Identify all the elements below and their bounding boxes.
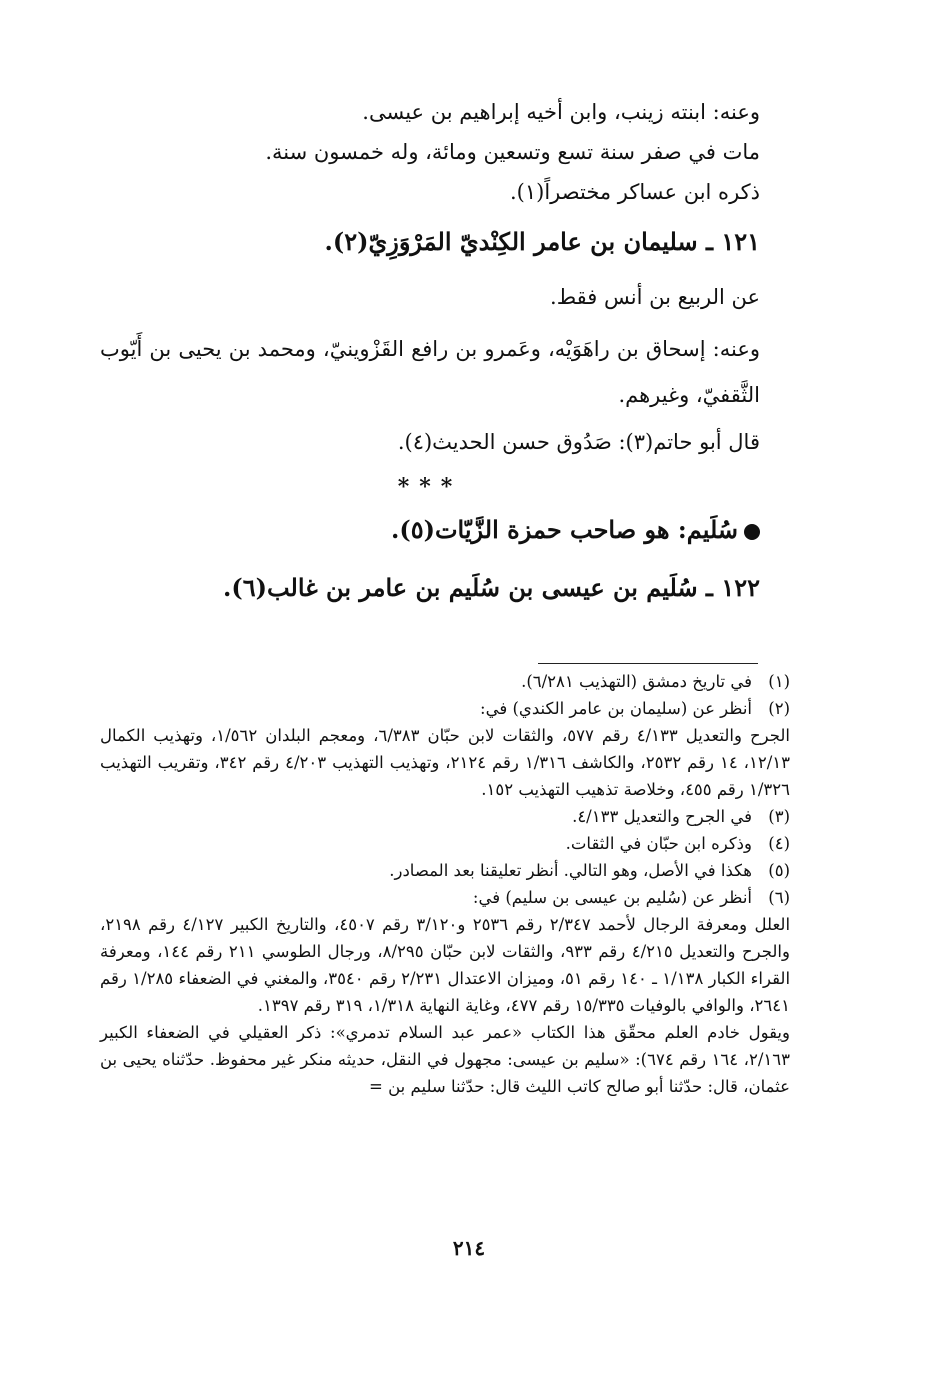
footnote-1 — [100, 668, 790, 695]
entry-121-verdict: قال أبو حاتم(٣): صَدُوق حسن الحديث(٤). — [397, 430, 760, 454]
entry-122-title: ١٢٢ ـ سُلَيم بن عيسى بن سُلَيم بن عامر بن غالب(٦). — [222, 573, 760, 602]
footnote-number: (١) — [768, 672, 790, 691]
text-line: مات في صفر سنة تسع وتسعين ومائة، وله خمسون سنة. — [265, 140, 760, 164]
footnote-text: هكذا في الأصل، وهو التالي. أنظر تعليقنا بعد المصادر. — [389, 861, 752, 880]
footnotes — [100, 668, 790, 1100]
entry-121-from: عن الربيع بن أنس فقط. — [550, 285, 760, 309]
footnote-text: أنظر عن (سليمان بن عامر الكندي) في: — [480, 699, 752, 718]
footnote-3 — [100, 803, 790, 830]
footnote-number: (٣) — [768, 807, 790, 826]
footnote-number: (٢) — [768, 699, 790, 718]
sulaym-line — [100, 502, 760, 558]
footnote-text: في تاريخ دمشق (التهذيب ٦/٢٨١). — [521, 672, 752, 691]
footnote-5 — [100, 857, 790, 884]
main-text — [100, 92, 760, 618]
footnote-2-sources: الجرح والتعديل ٤/١٣٣ رقم ٥٧٧، والثقات لابن حبّان ٦/٣٨٣، ومعجم البلدان ١/٥٦٢، وتهذيب الكمال ١٢/١٣، ١٤ رقم ٢٥٣٢، والكاشف ١/٣١٦ رقم ٢١٢٤، وتهذيب التهذيب ٤/٢٠٣ رقم ٣٤٢، وتقريب التهذيب ١/٣٢٦ رقم ٤٥٥، وخلاصة تذهيب التهذيب ١٥٢. — [100, 726, 791, 799]
footnote-4 — [100, 830, 790, 857]
footnote-divider — [538, 663, 758, 664]
bullet-icon — [744, 524, 760, 540]
footnote-text: في الجرح والتعديل ٤/١٣٣. — [572, 807, 752, 826]
footnote-2 — [100, 695, 790, 722]
footnote-text: وذكره ابن حبّان في الثقات. — [565, 834, 752, 853]
entry-121-title: ١٢١ ـ سليمان بن عامر الكِنْديّ المَرْوَزِيّ(٢). — [324, 227, 760, 256]
footnote-6-sources: العلل ومعرفة الرجال لأحمد ٢/٣٤٧ رقم ٢٥٣٦ و٣/١٢٠ رقم ٤٥٠٧، والتاريخ الكبير ٤/١٢٧ رقم ٢١٩٨، والجرح والتعديل ٤/٢١٥ رقم ٩٣٣، والثقات لابن حبّان ٨/٢٩٥، ورجال الطوسي ٢١١ رقم ١٤٤، ومعرفة القراء الكبار ١/١٣٨ ـ ١٤٠ رقم ٥١، وميزان الاعتدال ٢/٢٣١ رقم ٣٥٤٠، والمغني في الضعفاء ١/٢٨٥ رقم ٢٦٤١، والوافي بالوفيات ١٥/٣٣٥ رقم ٤٧٧، وغاية النهاية ١/٣١٨، ٣١٩ رقم ١٣٩٧. — [100, 915, 791, 1015]
footnote-6 — [100, 884, 790, 911]
entry-121-narrators: وعنه: إسحاق بن راهَوَيْه، وعَمرو بن رافع القَزْوينيّ، ومحمد بن يحيى بن أَيّوب الثَّقفيّ، وغيرهم. — [100, 337, 760, 407]
section-separator: *** — [397, 474, 463, 500]
text-line: وعنه: ابنته زينب، وابن أخيه إبراهيم بن عيسى. — [362, 100, 760, 124]
page-number: ٢١٤ — [452, 1236, 486, 1260]
footnote-text: أنظر عن (سُليم بن عيسى بن سليم) في: — [472, 888, 752, 907]
footnote-number: (٤) — [768, 834, 790, 853]
sulaym-text: سُلَيم: هو صاحب حمزة الزَّيّات(٥). — [391, 515, 738, 544]
footnote-6-commentary: ويقول خادم العلم محقّق هذا الكتاب «عمر عبد السلام تدمري»: ذكر العقيلي في الضعفاء الكبير ٢/١٦٣، ١٦٤ رقم ٦٧٤): «سليم بن عيسى: مجهول في النقل، حديثه منكر غير محفوظ. حدّثناه يحيى بن عثمان، قال: حدّثنا أبو صالح كاتب الليث قال: حدّثنا سليم بن = — [100, 1023, 791, 1096]
footnote-number: (٥) — [768, 861, 790, 880]
text-line: ذكره ابن عساكر مختصراً(١). — [510, 180, 760, 204]
footnote-number: (٦) — [768, 888, 790, 907]
